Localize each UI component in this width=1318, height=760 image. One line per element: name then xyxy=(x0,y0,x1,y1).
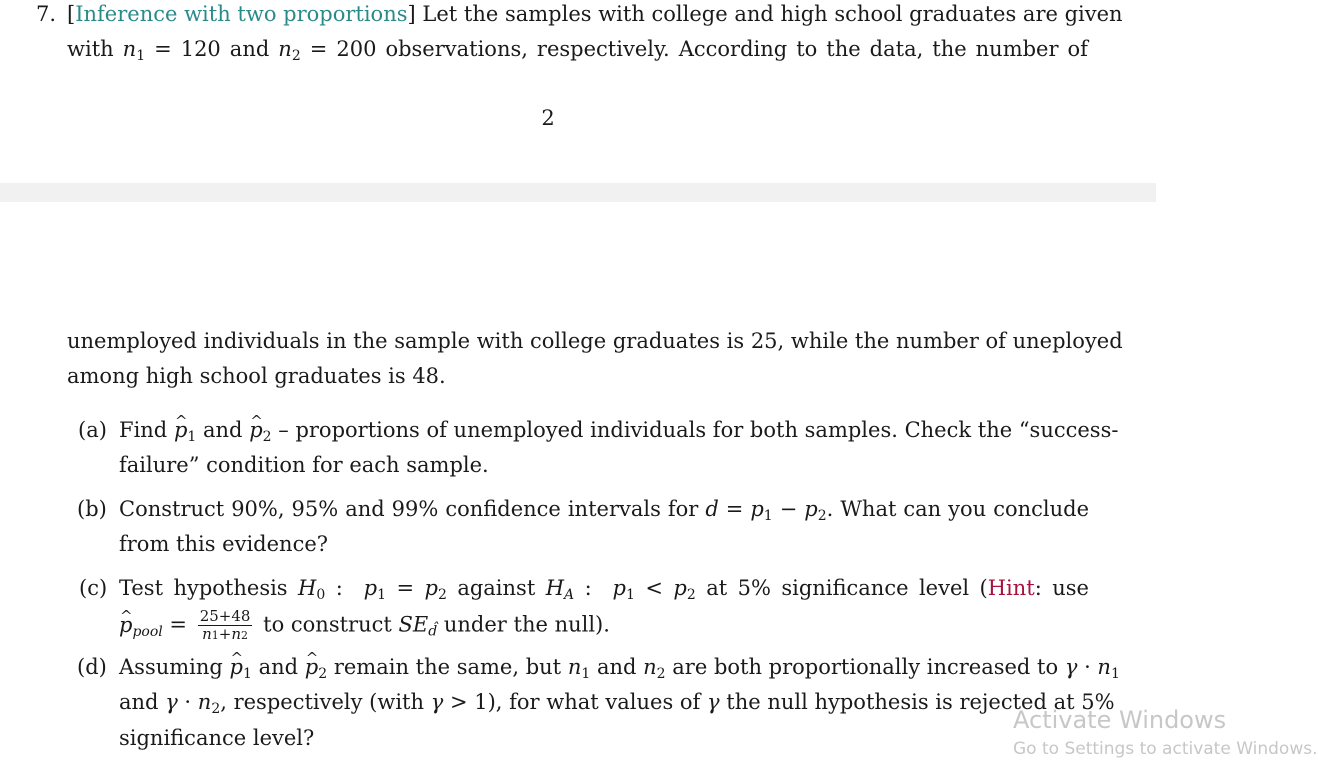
page-number: 2 xyxy=(541,106,555,130)
watermark-subtitle: Go to Settings to activate Windows. xyxy=(1013,739,1318,759)
page-gap xyxy=(0,183,1156,202)
part-a-line-1: Find ^ $p_1$ and ^ $p_2$ – proportions of unemployed individuals for both samples. Check the “success- xyxy=(119,416,1088,451)
problem-line-2: with $n_1 = 120$ and $n_2 = 200$ observations, respectively. According to the data, the number of xyxy=(67,37,1088,64)
problem-number: 7. xyxy=(36,2,57,26)
hint-link[interactable]: Hint xyxy=(987,576,1035,600)
pool-fraction: $\frac{25+48}{n1+n2}$ xyxy=(199,607,251,643)
part-d-line-2: and $\gamma \cdot n_2$, respectively (with γ > 1), for what values of γ the null hypothesis is rejected at 5% xyxy=(119,690,1115,717)
problem-title-link[interactable]: Inference with two proportions xyxy=(75,2,408,26)
part-a-label: (a) xyxy=(78,418,107,442)
part-a-line-2: failure” condition for each sample. xyxy=(119,453,489,477)
part-b-label: (b) xyxy=(77,497,107,521)
part-c-line-2: ^ ppool = $\frac{25+48}{n1+n2}$ to construct SEd̂ under the null). xyxy=(119,609,610,646)
problem-intro-line1: Let the samples with college and high school graduates are given xyxy=(422,2,1123,26)
problem-line-1: [Inference with two proportions] Let the samples with college and high school graduates are given xyxy=(67,2,1123,26)
part-d-line-3: significance level? xyxy=(119,726,315,750)
continuation-line-2: among high school graduates is 48. xyxy=(67,364,446,388)
part-d-line-1: Assuming ^ $p_1$ and ^ $p_2$ remain the same, but $n_1$ and $n_2$ are both proportionally increased to $\gamma \cdot n_1$ xyxy=(119,653,1088,688)
continuation-line-1: unemployed individuals in the sample with college graduates is 25, while the number of uneployed xyxy=(67,329,1123,353)
part-c-line-1: Test hypothesis $H_0$ : $p_1 = p_2$ against HA : $p_1 < p_2$ at 5% significance level (Hint: use xyxy=(119,576,1089,603)
part-c-label: (c) xyxy=(79,576,108,600)
watermark-title: Activate Windows xyxy=(1013,706,1227,734)
part-b-line-2: from this evidence? xyxy=(119,532,329,556)
part-b-line-1: Construct 90%, 95% and 99% confidence intervals for $d = p_1 - p_2$. What can you conclude xyxy=(119,497,1089,524)
part-d-label: (d) xyxy=(77,655,107,679)
